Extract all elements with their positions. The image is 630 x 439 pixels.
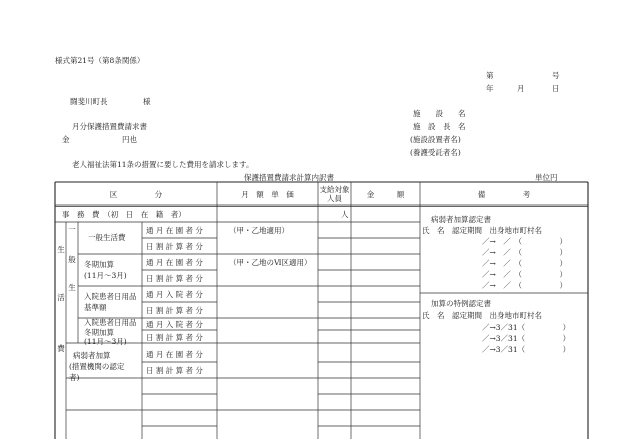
remarks-col-header-2: 氏 名 認定期間 出身地市町村名	[422, 311, 542, 320]
addressee-mayor: 闘斐川町長	[70, 97, 108, 106]
sub-ippan-zaien: 通 月 在 園 者 分	[146, 226, 203, 235]
sub-byoujaku-hiwari: 日 割 計 算 者 分	[146, 366, 203, 375]
sub-nyuin-hiwari: 日 割 計 算 者 分	[146, 306, 203, 315]
header-recipients: 支給対象人員	[319, 184, 350, 203]
row-jimu-label: 事 務 費 （初 日 在 籍 者）	[62, 210, 186, 219]
seikatsu-char-2: 活	[57, 293, 65, 302]
remarks-byoujaku-title: 病弱者加算認定書	[431, 215, 491, 224]
doc-number-go: 号	[552, 71, 560, 80]
label-byoujaku-3: 者)	[69, 373, 80, 382]
sub-kaki-zaien: 通 月 在 園 者 分	[146, 258, 203, 267]
label-nyuin-kaki-3: (11月～3月)	[84, 337, 127, 346]
header-kubun: 区 分	[109, 189, 163, 199]
label-byoujaku-2: (措置機関の認定	[69, 362, 125, 371]
label-kaki-period: (11月～3月)	[84, 271, 127, 280]
sub-nyuin-kaki-hiwari: 日 割 計 算 者 分	[146, 333, 203, 342]
sub-nyuin-tsuki: 通 月 入 院 者 分	[146, 290, 203, 299]
header-monthly-unit: 月 額 単 価	[241, 189, 294, 199]
note-kaki: （甲・乙地のⅥ区適用）	[229, 258, 312, 267]
amount-prefix: 金	[62, 135, 70, 144]
remarks-tokurei-title: 加算の特例認定書	[431, 299, 491, 308]
facility-head-label: 施 設 長 名	[413, 122, 466, 131]
sub-byoujaku-zaien: 通 月 在 園 者 分	[146, 350, 203, 359]
ippan-char-1: 一	[68, 225, 76, 234]
ippan-char-3: 生	[68, 283, 76, 292]
note-ippan: （甲・乙地適用）	[229, 226, 289, 235]
amount-suffix: 円也	[122, 135, 137, 144]
facility-setter-label: (施設設置者名)	[410, 135, 461, 144]
label-nyuin: 入院患者日用品	[84, 292, 137, 301]
header-amount: 金 額	[366, 189, 405, 199]
remarks-tokurei-line-1: ／→3／31（ ）	[482, 323, 571, 332]
remarks-line-5: ／→ ／ （ ）	[482, 281, 568, 290]
label-kaki: 冬期加算	[84, 260, 114, 269]
sub-ippan-hiwari: 日 割 計 算 者 分	[146, 242, 203, 251]
facility-recipient-label: (養護受託者名)	[410, 148, 461, 157]
row-jimu-unit: 人	[341, 210, 349, 219]
label-nyuin-2: 基準額	[84, 303, 107, 312]
remarks-line-1: ／→ ／ （ ）	[482, 237, 568, 246]
addressee-sama: 様	[143, 97, 151, 106]
remarks-line-2: ／→ ／ （ ）	[482, 248, 568, 257]
label-ippan: 一般生活費	[88, 233, 126, 242]
request-title: 月分保護措置費請求書	[72, 122, 147, 131]
label-nyuin-kaki-2: 冬期加算	[84, 328, 114, 337]
form-number: 様式第21号（第8条関係）	[55, 56, 145, 65]
date-day: 日	[552, 84, 560, 93]
remarks-line-3: ／→ ／ （ ）	[482, 259, 568, 268]
label-byoujaku-1: 病弱者加算	[73, 351, 111, 360]
header-remarks: 備 考	[477, 189, 531, 199]
remarks-col-header-1: 氏 名 認定期間 出身地市町村名	[422, 226, 542, 235]
statement: 老人福祉法第11条の措置に要した費用を請求します。	[72, 160, 254, 169]
facility-name-label: 施 設 名	[413, 109, 466, 118]
seikatsu-char-3: 費	[57, 344, 65, 353]
date-year: 年	[486, 84, 494, 93]
sub-nyuin-kaki-tsuki: 通 月 入 院 者 分	[146, 320, 203, 329]
remarks-tokurei-line-2: ／→3／31（ ）	[482, 334, 571, 343]
doc-number-dai: 第	[486, 71, 494, 80]
unit-label: 単位円	[535, 173, 558, 182]
ippan-char-2: 般	[68, 255, 76, 264]
sub-kaki-hiwari: 日 割 計 算 者 分	[146, 274, 203, 283]
remarks-tokurei-line-3: ／→3／31（ ）	[482, 345, 571, 354]
table-title: 保護措置費請求計算内訳書	[244, 173, 334, 182]
label-nyuin-kaki-1: 入院患者日用品	[84, 318, 137, 327]
seikatsu-char-1: 生	[57, 245, 65, 254]
remarks-line-4: ／→ ／ （ ）	[482, 270, 568, 279]
date-month: 月	[517, 84, 525, 93]
